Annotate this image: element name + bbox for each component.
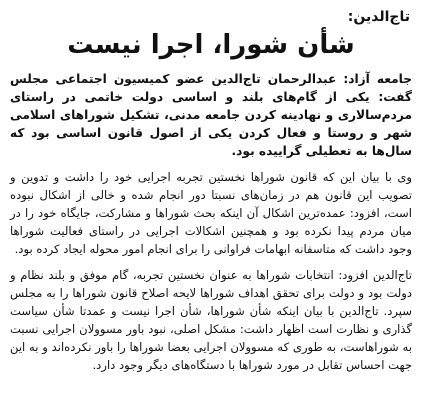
article-lead: جامعه آزاد: عبدالرحمان تاج‌الدین عضو کمیسیون اجتماعی مجلس گفت: یکی از گام‌های بلند و اساسی دولت خاتمی در راستای مردم‌سالاری و نهادینه کردن جامعه مدنی، تشکیل شوراهای اسلامی شهر و روستا و فعال کردن یکی از اصول قانون اساسی بود که سال‌ها به تعطیلی گراییده بود.: [10, 72, 412, 158]
article-paragraph-2: تاج‌الدین افزود: انتخابات شوراها به عنوان نخستین تجربه، گام موفق و بلند نظام و دولت بود و دولت برای تحقق اهداف شوراها لایحه اصلاح قانون شوراها را به مجلس سپرد. تاج‌الدین با بیان اینکه شأن شوراها، شأن اجرا نیست و عمدتا شأن سیاست گذاری و نظارت است اظهار داشت: مشکل اصلی، نبود باور مسوولان اجرایی نسبت به شوراهاست، به طوری که مسوولان اجرایی بعضا شوراها را باور نکرده‌اند و به این جهت احساس تقابل در مورد شوراها با دستگاه‌های دیگر وجود دارد.: [10, 268, 412, 372]
article-paragraph-1: وی با بیان این که قانون شوراها نخستین تجربه اجرایی خود را داشت و تدوین و تصویب این قانون هم در زمان‌های نسبتا دور انجام شده و خالی از اشکال نبوده است، افزود: عمده‌ترین اشکال آن اینکه بحث شوراها و مشارکت، جایگاه خود را در میان مردم پیدا نکرده بود و همچنین اشکالات اجرایی در راستای فعالیت شوراها وجود داشت که متاسفانه ابهامات فراوانی را برای انجام امور محوله ایجاد کرده بود.: [10, 170, 412, 256]
article-kicker: تاج‌الدین:: [347, 9, 410, 25]
article-headline: شأن شورا، اجرا نیست: [67, 30, 355, 60]
